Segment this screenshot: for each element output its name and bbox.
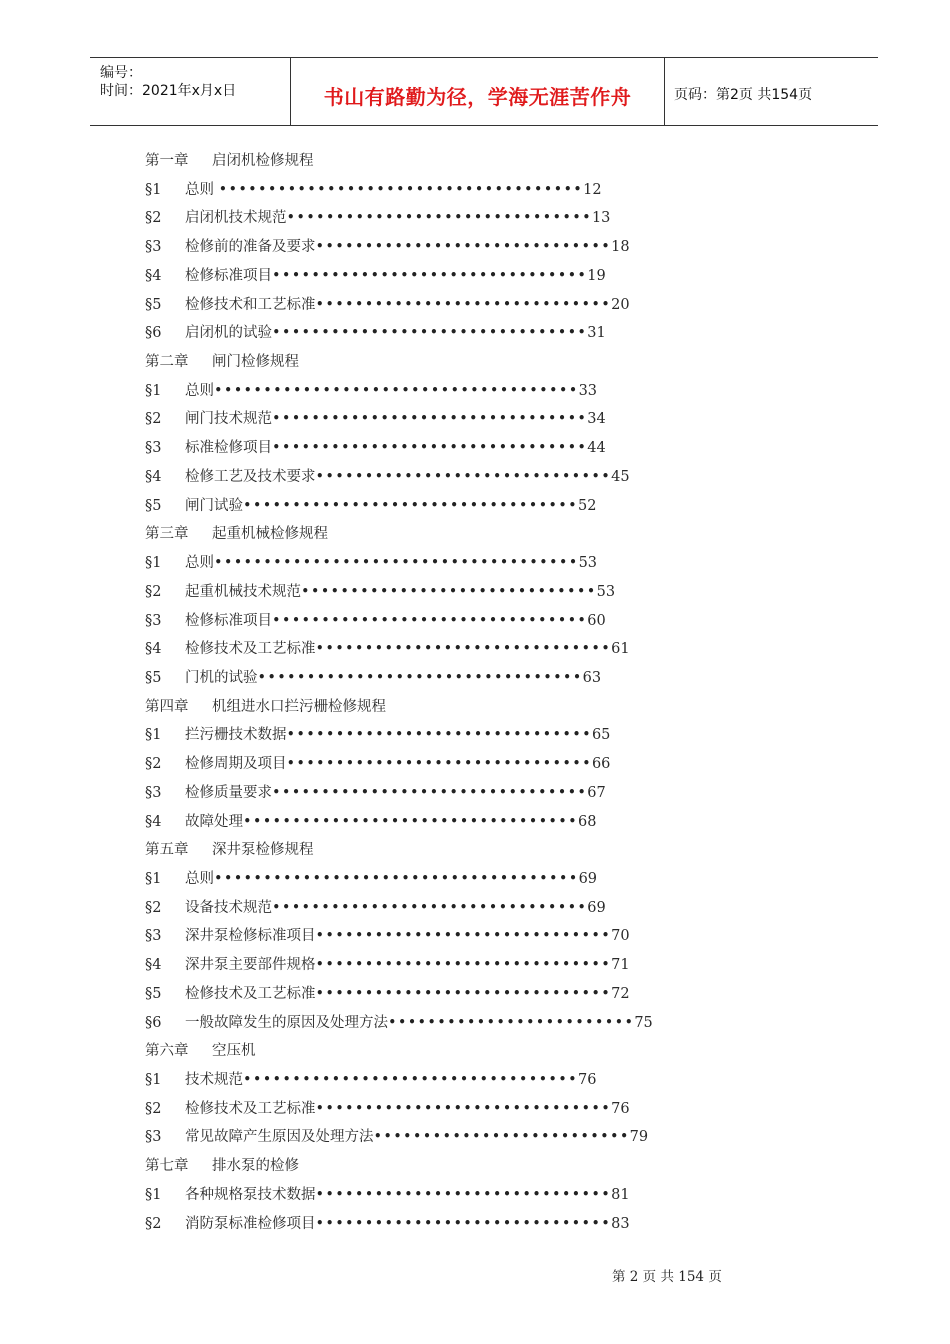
toc-entry-title: 启闭机技术规范 (185, 210, 287, 227)
toc-page-number: 75 (634, 1014, 653, 1031)
toc-section-entry[interactable] (145, 924, 630, 948)
page-footer: 第 2 页 共 154 页 (612, 1269, 722, 1285)
header-page-info: 页码：第2页 共154页 (674, 87, 813, 103)
toc-section-entry[interactable] (145, 321, 606, 345)
toc-section-entry[interactable] (145, 752, 610, 776)
toc-page-number: 52 (578, 497, 597, 514)
toc-entry-title: 一般故障发生的原因及处理方法 (185, 1014, 388, 1031)
toc-section-number: §2 (145, 411, 162, 428)
toc-dot-leader: •••••••••••••••••••••••••••••• (301, 583, 597, 600)
header-meta-cell (90, 58, 290, 125)
toc-section-entry[interactable] (145, 1183, 630, 1207)
toc-section-number: §2 (145, 583, 162, 600)
toc-entry-title: 标准检修项目 (185, 440, 272, 457)
toc-dot-leader: •••••••••••••••••••••••••••••• (315, 957, 612, 974)
toc-dot-leader: •••••••••••••••••••••••••••••• (315, 1100, 612, 1117)
toc-entry-title: 启闭机检修规程 (212, 153, 314, 169)
toc-section-number: §6 (145, 1014, 162, 1031)
toc-dot-leader: •••••••••••••••••••••••••• (373, 1129, 630, 1146)
toc-dot-leader: •••••••••••••••••••••••••••••••• (272, 899, 588, 916)
toc-section-number: §4 (145, 957, 162, 974)
toc-chapter-entry[interactable] (145, 838, 314, 862)
toc-entry-title: 检修工艺及技术要求 (185, 468, 316, 485)
toc-page-number: 61 (611, 641, 630, 658)
toc-section-number: §5 (145, 296, 162, 313)
toc-chapter-entry[interactable] (145, 350, 299, 374)
toc-section-entry[interactable] (145, 494, 596, 518)
toc-entry-title: 检修周期及项目 (185, 756, 287, 773)
toc-entry-title: 检修技术和工艺标准 (185, 296, 316, 313)
toc-section-entry[interactable] (145, 1212, 630, 1236)
toc-page-number: 63 (582, 669, 602, 686)
toc-entry-title: 总则 (185, 382, 214, 399)
document-code-label: 编号： (100, 65, 142, 81)
toc-chapter-label: 第三章 (145, 526, 189, 543)
toc-chapter-label: 第四章 (145, 698, 189, 715)
toc-section-entry[interactable] (145, 781, 606, 805)
toc-page-number: 33 (578, 382, 598, 399)
toc-section-number: §4 (145, 267, 162, 284)
toc-dot-leader: ••••••••••••••••••••••••••••••••••••• (214, 555, 579, 572)
page-header (90, 57, 878, 126)
toc-page-number: 20 (611, 296, 630, 313)
toc-section-number: §1 (145, 382, 162, 399)
toc-dot-leader: •••••••••••••••••••••••••••••• (315, 1215, 612, 1232)
toc-section-number: §6 (145, 325, 162, 342)
toc-section-entry[interactable] (145, 206, 610, 230)
header-motto: 书山有路勤为径，学海无涯苦作舟 (323, 85, 632, 109)
toc-entry-title: 总则 (185, 555, 214, 572)
toc-section-entry[interactable] (145, 637, 630, 661)
toc-section-entry[interactable] (145, 580, 615, 604)
toc-section-entry[interactable] (145, 1068, 596, 1092)
toc-dot-leader: ••••••••••••••••••••••••• (388, 1014, 635, 1031)
toc-dot-leader: •••••••••••••••••••••••••••••• (315, 985, 612, 1002)
toc-entry-title: 深井泵主要部件规格 (185, 957, 316, 974)
toc-section-entry[interactable] (145, 666, 601, 690)
toc-entry-title: 深井泵检修规程 (212, 842, 314, 859)
toc-entry-title: 启闭机的试验 (185, 325, 272, 342)
toc-section-number: §5 (145, 669, 162, 686)
toc-chapter-label: 第二章 (145, 354, 189, 371)
toc-page-number: 45 (611, 468, 630, 485)
toc-section-entry[interactable] (145, 264, 606, 288)
toc-page-number: 18 (611, 239, 630, 256)
toc-section-number: §3 (145, 928, 162, 945)
toc-entry-title: 闸门技术规范 (185, 411, 272, 428)
toc-dot-leader: ••••••••••••••••••••••••••••••• (286, 727, 592, 744)
toc-section-entry[interactable] (145, 953, 630, 977)
toc-section-number: §4 (145, 813, 162, 830)
toc-section-number: §5 (145, 985, 162, 1002)
toc-section-entry[interactable] (145, 436, 606, 460)
toc-section-entry[interactable] (145, 465, 630, 489)
toc-page-number: 12 (583, 181, 602, 198)
toc-section-entry[interactable] (145, 407, 606, 431)
toc-entry-title: 空压机 (212, 1043, 256, 1060)
toc-section-entry[interactable] (145, 379, 597, 403)
toc-section-entry[interactable] (145, 178, 602, 202)
toc-entry-title: 检修技术及工艺标准 (185, 985, 316, 1002)
header-motto-cell (290, 58, 665, 125)
toc-dot-leader: •••••••••••••••••••••••••••••• (315, 296, 612, 313)
toc-dot-leader: ••••••••••••••••••••••••••••••••••••• (218, 181, 584, 198)
toc-dot-leader: ••••••••••••••••••••••••••••••••••••• (214, 871, 579, 887)
toc-page-number: 53 (596, 583, 616, 600)
toc-dot-leader: •••••••••••••••••••••••••••••••••• (243, 1072, 578, 1089)
toc-entry-title: 技术规范 (185, 1072, 243, 1089)
toc-page-number: 79 (629, 1129, 649, 1146)
toc-entry-title: 起重机械检修规程 (212, 526, 328, 543)
toc-entry-title: 排水泵的检修 (212, 1158, 299, 1175)
toc-page-number: 72 (611, 985, 630, 1002)
toc-dot-leader: •••••••••••••••••••••••••••••••• (272, 440, 588, 457)
toc-section-entry[interactable] (145, 1097, 630, 1121)
toc-section-number: §1 (145, 1072, 162, 1089)
toc-entry-title: 检修前的准备及要求 (185, 239, 316, 256)
toc-chapter-label: 第六章 (145, 1043, 189, 1060)
toc-chapter-entry[interactable] (145, 149, 314, 173)
toc-entry-title: 消防泵标准检修项目 (185, 1215, 316, 1232)
toc-section-number: §4 (145, 468, 162, 485)
toc-section-entry[interactable] (145, 810, 596, 834)
toc-page-number: 81 (611, 1186, 630, 1203)
toc-page-number: 76 (578, 1072, 597, 1089)
toc-section-entry[interactable] (145, 551, 597, 575)
toc-section-number: §2 (145, 899, 162, 916)
toc-entry-title: 门机的试验 (185, 669, 258, 686)
toc-entry-title: 各种规格泵技术数据 (185, 1186, 316, 1203)
toc-page-number: 44 (587, 440, 606, 457)
toc-dot-leader: •••••••••••••••••••••••••••••• (315, 1186, 612, 1203)
toc-dot-leader: •••••••••••••••••••••••••••••••• (272, 325, 588, 342)
toc-entry-title: 检修标准项目 (185, 267, 272, 284)
toc-section-entry[interactable] (145, 609, 606, 633)
toc-section-number: §3 (145, 612, 162, 629)
toc-section-entry[interactable] (145, 293, 630, 317)
toc-dot-leader: •••••••••••••••••••••••••••••••••• (243, 813, 578, 830)
toc-chapter-label: 第七章 (145, 1158, 189, 1175)
toc-entry-title: 闸门检修规程 (212, 354, 299, 371)
toc-page-number: 60 (587, 612, 606, 629)
toc-section-entry[interactable] (145, 982, 630, 1006)
toc-chapter-entry[interactable] (145, 522, 328, 546)
toc-section-number: §1 (145, 727, 162, 744)
toc-page-number: 53 (578, 555, 598, 572)
toc-entry-title: 故障处理 (185, 813, 243, 830)
toc-dot-leader: ••••••••••••••••••••••••••••••• (286, 210, 592, 227)
toc-section-entry[interactable] (145, 723, 610, 747)
toc-dot-leader: •••••••••••••••••••••••••••••••• (272, 411, 588, 428)
toc-page-number: 65 (591, 727, 611, 744)
toc-section-number: §3 (145, 440, 162, 457)
toc-entry-title: 检修技术及工艺标准 (185, 1100, 316, 1117)
toc-section-entry[interactable] (145, 896, 606, 920)
toc-page-number: 34 (587, 411, 606, 428)
toc-entry-title: 机组进水口拦污栅检修规程 (212, 698, 386, 715)
toc-page-number: 68 (578, 813, 597, 830)
toc-dot-leader: •••••••••••••••••••••••••••••• (315, 928, 612, 945)
toc-dot-leader: •••••••••••••••••••••••••••••••• (272, 267, 588, 284)
toc-page-number: 67 (587, 784, 606, 801)
toc-dot-leader: ••••••••••••••••••••••••••••••••••••• (214, 382, 579, 399)
toc-entry-title: 常见故障产生原因及处理方法 (185, 1129, 374, 1146)
toc-section-number: §1 (145, 871, 162, 887)
toc-page-number: 66 (591, 756, 611, 773)
toc-section-number: §2 (145, 210, 162, 227)
toc-section-number: §3 (145, 784, 162, 801)
toc-chapter-entry[interactable] (145, 695, 386, 719)
toc-dot-leader: •••••••••••••••••••••••••••••• (315, 239, 612, 256)
toc-section-number: §2 (145, 1100, 162, 1117)
toc-entry-title: 设备技术规范 (185, 899, 272, 916)
toc-section-number: §5 (145, 497, 162, 514)
toc-entry-title: 拦污栅技术数据 (185, 727, 287, 744)
toc-section-number: §2 (145, 756, 162, 773)
toc-page-number: 70 (611, 928, 630, 945)
toc-section-number: §3 (145, 1129, 162, 1146)
toc-dot-leader: •••••••••••••••••••••••••••••••• (272, 784, 588, 801)
toc-chapter-label: 第一章 (145, 153, 189, 169)
toc-entry-title: 检修标准项目 (185, 612, 272, 629)
toc-entry-title: 闸门试验 (185, 497, 243, 514)
toc-dot-leader: •••••••••••••••••••••••••••••••• (272, 612, 588, 629)
toc-dot-leader: •••••••••••••••••••••••••••••• (315, 641, 612, 658)
toc-section-entry[interactable] (145, 1125, 648, 1149)
toc-chapter-entry[interactable] (145, 1039, 256, 1063)
toc-page-number: 19 (587, 267, 606, 284)
toc-section-entry[interactable] (145, 867, 597, 891)
toc-entry-title: 检修技术及工艺标准 (185, 641, 316, 658)
toc-section-number: §1 (145, 1186, 162, 1203)
toc-dot-leader: •••••••••••••••••••••••••••••• (315, 468, 612, 485)
toc-page-number: 31 (587, 325, 606, 342)
header-page-cell (664, 58, 878, 125)
toc-entry-title: 深井泵检修标准项目 (185, 928, 316, 945)
toc-section-number: §4 (145, 641, 162, 658)
toc-dot-leader: ••••••••••••••••••••••••••••••• (286, 756, 592, 773)
toc-entry-title: 起重机械技术规范 (185, 583, 301, 600)
toc-section-number: §3 (145, 239, 162, 256)
toc-page-number: 69 (578, 871, 598, 887)
toc-section-number: §1 (145, 181, 162, 198)
toc-section-number: §1 (145, 555, 162, 572)
toc-chapter-label: 第五章 (145, 842, 189, 859)
toc-page-number: 13 (591, 210, 611, 227)
toc-section-number: §2 (145, 1215, 162, 1232)
toc-entry-title: 总则 (185, 181, 219, 198)
toc-page-number: 71 (611, 957, 630, 974)
toc-dot-leader: •••••••••••••••••••••••••••••••••• (243, 497, 578, 514)
toc-page-number: 69 (587, 899, 606, 916)
toc-page-number: 83 (611, 1215, 630, 1232)
toc-chapter-entry[interactable] (145, 1154, 299, 1178)
toc-section-entry[interactable] (145, 235, 630, 259)
toc-entry-title: 检修质量要求 (185, 784, 272, 801)
toc-entry-title: 总则 (185, 871, 214, 887)
toc-section-entry[interactable] (145, 1011, 653, 1035)
document-time-label: 时间：2021年x月x日 (100, 83, 237, 99)
toc-dot-leader: ••••••••••••••••••••••••••••••••• (257, 669, 583, 686)
toc-page-number: 76 (611, 1100, 630, 1117)
